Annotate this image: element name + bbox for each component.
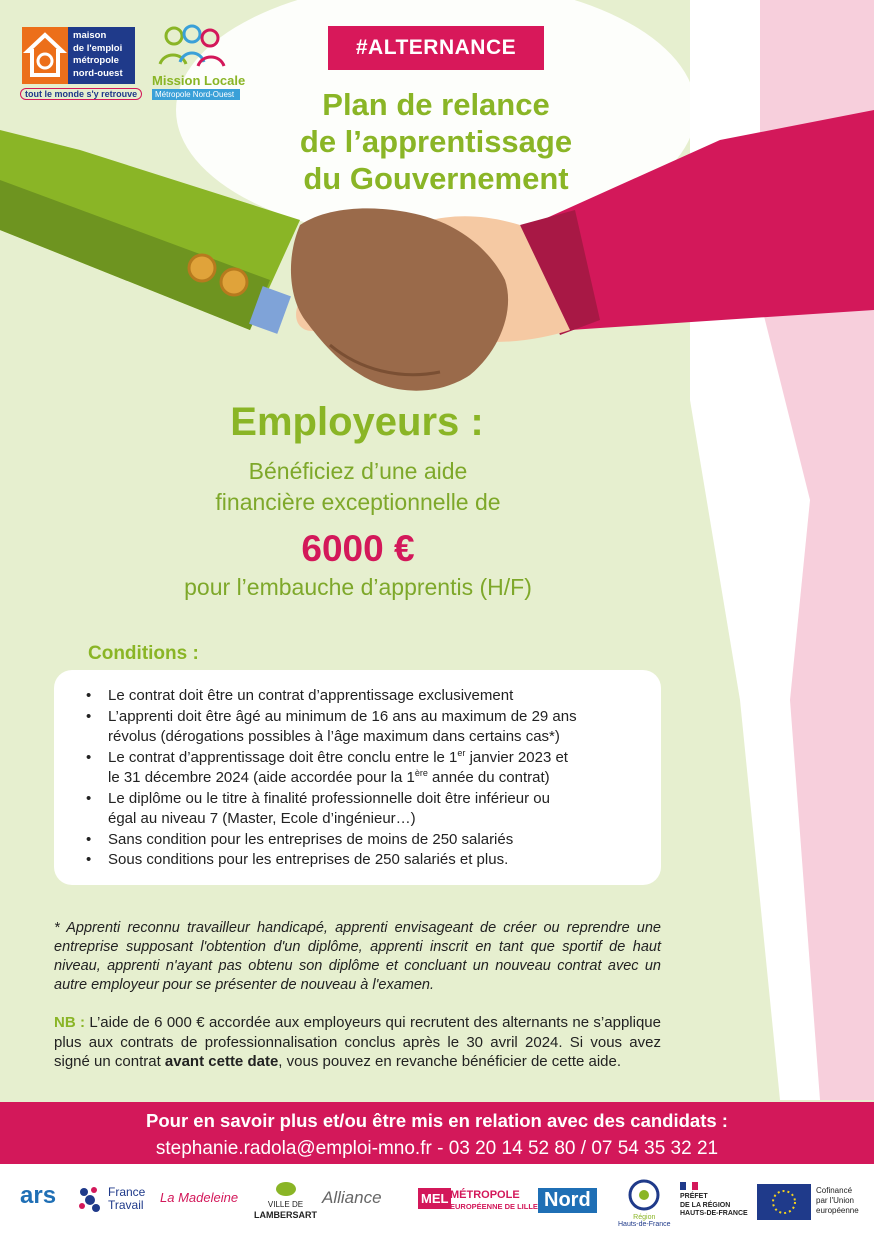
audience-title: Employeurs :: [230, 400, 484, 444]
conditions-list: [86, 686, 646, 871]
ars-logo: ars: [20, 1182, 57, 1209]
contact-banner: [0, 1102, 874, 1164]
contact-details[interactable]: stephanie.radola@emploi-mno.fr - 03 20 14 52 80 / 07 54 35 32 21: [155, 1138, 719, 1159]
alternance-tag: #ALTERNANCE: [328, 26, 544, 70]
headline: [230, 86, 642, 197]
france-travail-icon: [76, 1184, 104, 1218]
nb-note: NB : L’aide de 6 000 € accordée aux employeurs qui recrutent des alternants ne s’applique plus aux contrats de professionnalisation conclus après le 30 avril 2024. Si vous avez signé un contrat avant cette date, vous pouvez en revanche bénéficier de cette aide.: [54, 1014, 661, 1070]
mno-tagline: tout le monde s'y retrouve: [20, 88, 142, 100]
mission-locale-logo: [152, 24, 246, 102]
headline-line: du Gouvernement: [303, 161, 569, 196]
alliance-logo: Alliance: [322, 1188, 382, 1207]
region-logo: Région Hauts-de-France: [618, 1178, 671, 1228]
house-icon: [22, 27, 68, 84]
mno-logo: maison de l'emploi métropole nord-ouest: [22, 27, 135, 84]
nord-logo: Nord: [538, 1188, 597, 1213]
la-madeleine-logo: La Madeleine: [160, 1190, 239, 1205]
button-icon: [221, 269, 247, 295]
tree-icon: [276, 1182, 296, 1196]
region-icon: [627, 1178, 661, 1212]
benefit-text: Bénéficiez d’une aide financière exceptionnelle de: [215, 458, 501, 515]
list-item: • Le diplôme ou le titre à finalité professionnelle doit être inférieur ou égal au niveau 7 (Master, Ecole d’ingénieur…): [86, 789, 646, 830]
people-icon: [152, 24, 240, 68]
aid-amount: 6000 €: [301, 528, 415, 569]
mission-locale-subtitle: Métropole Nord-Ouest: [152, 89, 240, 100]
list-item: • Le contrat d’apprentissage doit être conclu entre le 1er janvier 2023 et le 31 décembre 2024 (aide accordée pour la 1ère année du contrat): [86, 748, 646, 789]
partner-logos: ars France Travail La Madeleine VILLE DE LAMBERSART Alliance MEL MÉTROPOLE EUROPÉENNE DE LILLE Nord Région Hauts-de-France PRÉFET DE LA RÉGION HAUTS-DE-FRANCE Cofinancé par l'Union européenne: [0, 1164, 874, 1240]
mission-locale-name: Mission Locale: [152, 73, 246, 88]
headline-line: de l’apprentissage: [299, 124, 573, 159]
list-item: • Le contrat doit être un contrat d’apprentissage exclusivement: [86, 686, 646, 707]
list-item: • L’apprenti doit être âgé au minimum de 16 ans au maximum de 29 ans révolus (dérogations possibles à l’âge maximum dans certains cas*): [86, 707, 646, 748]
headline-line: Plan de relance: [322, 87, 550, 122]
eu-flag-icon: [757, 1184, 811, 1220]
button-icon: [189, 255, 215, 281]
flag-icon: [680, 1182, 698, 1190]
lambersart-logo: VILLE DE LAMBERSART: [254, 1182, 317, 1220]
contact-heading: Pour en savoir plus et/ou être mis en relation avec des candidats :: [146, 1110, 728, 1131]
footnote: * Apprenti reconnu travailleur handicapé, apprenti envisageant de créer ou reprendre une entreprise supposant l'obtention d'un diplôme, apprenti inscrit en tant que sportif de haut niveau, apprenti n'ayant pas obtenu son diplôme et concluant un nouveau contrat avec un autre employeur pour se présenter de nouveau à l'examen.: [54, 920, 661, 993]
conditions-title: Conditions :: [88, 643, 199, 664]
eu-cofinance-text: Cofinancé par l'Union européenne: [816, 1186, 859, 1215]
list-item: • Sans condition pour les entreprises de moins de 250 salariés: [86, 830, 646, 851]
prefet-logo: PRÉFET DE LA RÉGION HAUTS-DE-FRANCE: [680, 1182, 748, 1219]
list-item: • Sous conditions pour les entreprises de 250 salariés et plus.: [86, 850, 646, 871]
aid-purpose: pour l’embauche d’apprentis (H/F): [184, 574, 532, 600]
